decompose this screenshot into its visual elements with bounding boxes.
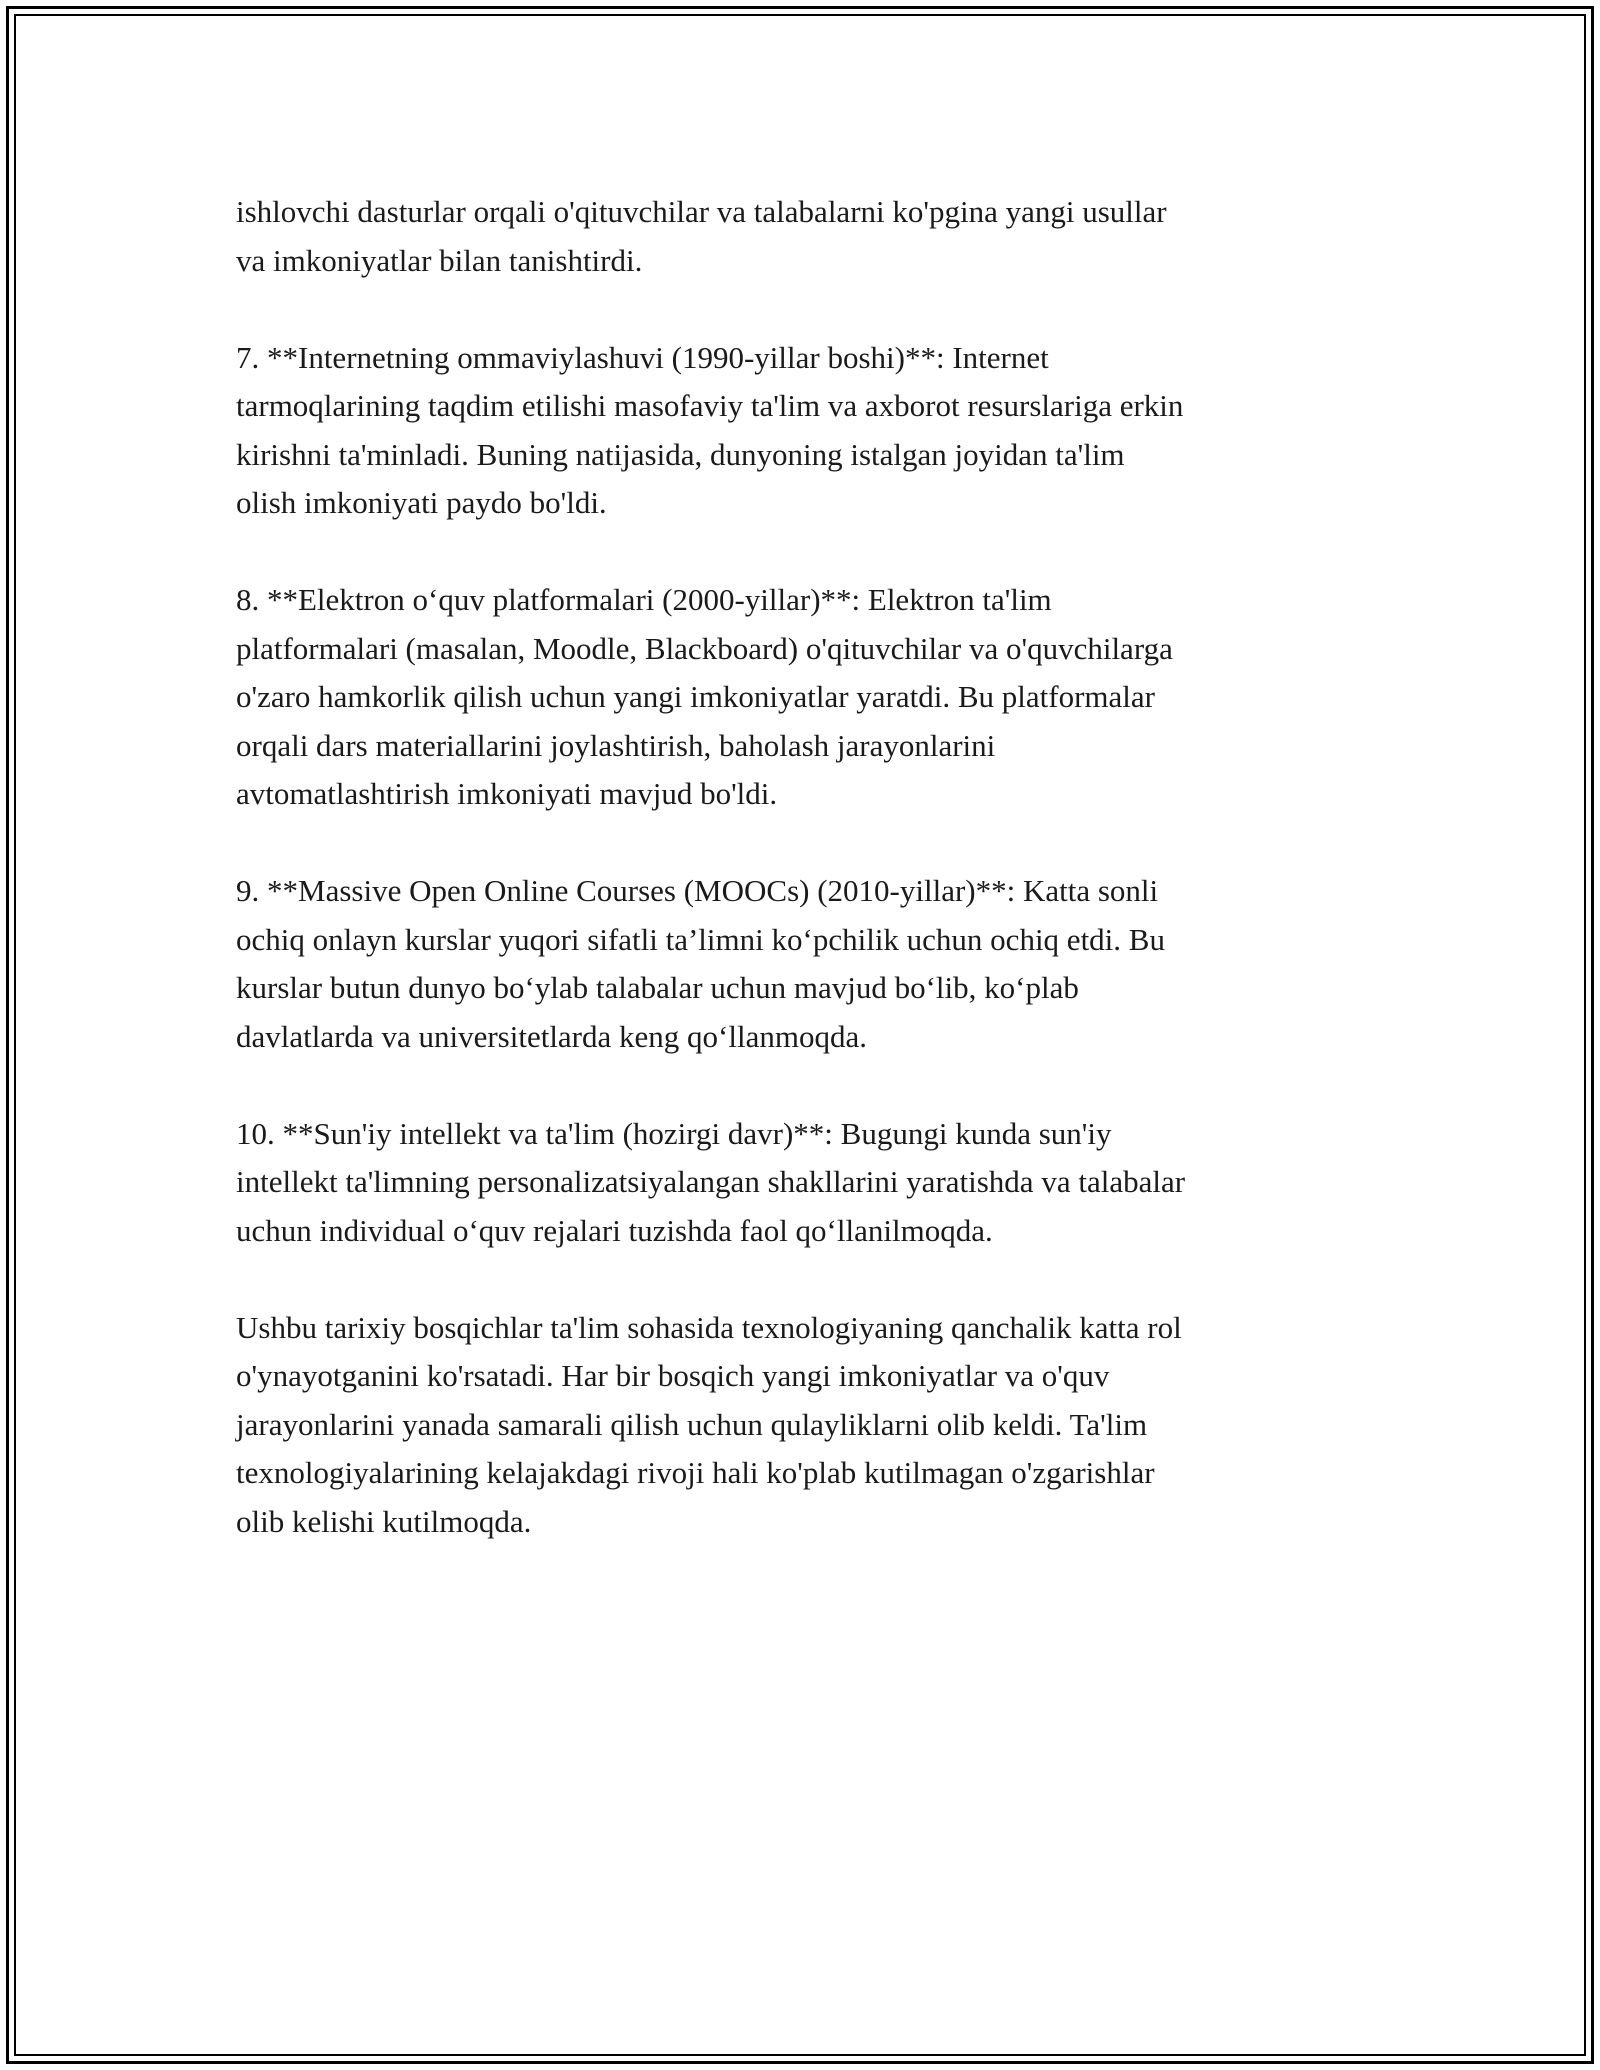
paragraph-item-8-elearning-platforms: 8. **Elektron o‘quv platformalari (2000-yillar)**: Elektron ta'lim platformalari (masalan, Moodle, Blackboard) o'qituvchilar va o'quvchilarga o'zaro hamkorlik qilish uchun yangi imkoniyatlar yaratdi. Bu platformalar orqali dars materiallarini joylashtirish, baholash jarayonlarini avtomatlashtirish imkoniyati mavjud bo'ldi.: [236, 582, 1173, 811]
paragraph-conclusion: Ushbu tarixiy bosqichlar ta'lim sohasida texnologiyaning qanchalik katta rol o'ynayotganini ko'rsatadi. Har bir bosqich yangi imkoniyatlar va o'quv jarayonlarini yanada samarali qilish uchun qulayliklarni olib keldi. Ta'lim texnologiyalarining kelajakdagi rivoji hali ko'plab kutilmagan o'zgarishlar olib kelishi kutilmoqda.: [236, 1309, 1182, 1539]
paragraph-continuation: ishlovchi dasturlar orqali o'qituvchilar va talabalarni ko'pgina yangi usullar va imkoniyatlar bilan tanishtirdi.: [236, 194, 1167, 278]
document-body: [236, 188, 1366, 1546]
paragraph-item-9-moocs: 9. **Massive Open Online Courses (MOOCs) (2010-yillar)**: Katta sonli ochiq onlayn kurslar yuqori sifatli ta’limni ko‘pchilik uchun ochiq etdi. Bu kurslar butun dunyo bo‘ylab talabalar uchun mavjud bo‘lib, ko‘plab davlatlarda va universitetlarda keng qo‘llanmoqda.: [236, 873, 1165, 1054]
paragraph-item-7-internet: 7. **Internetning ommaviylashuvi (1990-yillar boshi)**: Internet tarmoqlarining taqdim etilishi masofaviy ta'lim va axborot resurslariga erkin kirishni ta'minladi. Buning natijasida, dunyoning istalgan joyidan ta'lim olish imkoniyati paydo bo'ldi.: [236, 339, 1184, 520]
paragraph-item-10-ai: 10. **Sun'iy intellekt va ta'lim (hozirgi davr)**: Bugungi kunda sun'iy intellekt ta'limning personalizatsiyalangan shakllarini yaratishda va talabalar uchun individual o‘quv rejalari tuzishda faol qo‘llanilmoqda.: [236, 1115, 1186, 1248]
